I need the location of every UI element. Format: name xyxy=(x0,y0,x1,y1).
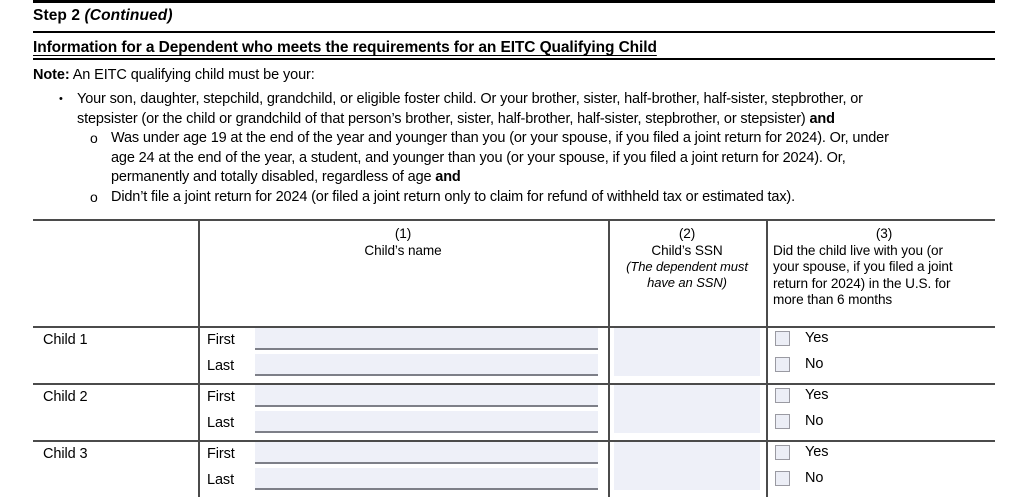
sub1-line2: age 24 at the end of the year, a student, and younger than you (or your spouse, if you filed a joint return for 2024). Or, xyxy=(111,149,846,166)
row-label-child-1: Child 1 xyxy=(43,332,88,348)
last-name-input-child-1[interactable] xyxy=(255,354,598,376)
sub-bullet-2-text: Didn’t file a joint return for 2024 (or filed a joint return only to claim for refund of withheld tax or estimated tax). xyxy=(111,188,795,205)
col1-number: (1) xyxy=(394,226,412,241)
checkbox-yes-label-3: Yes xyxy=(805,444,829,460)
note-label: Note: xyxy=(33,67,70,83)
main-bullet-line1: Your son, daughter, stepchild, grandchild, or eligible foster child. Or your brother, sister, half-brother, half-sister, stepbrother, or xyxy=(77,91,863,107)
checkbox-no-label-1: No xyxy=(805,356,824,372)
table-top-border xyxy=(33,219,995,221)
step-title-continued: (Continued) xyxy=(84,7,173,24)
column-header-lived-with-you xyxy=(773,226,995,309)
sub1-line3: permanently and totally disabled, regardless of age xyxy=(111,169,436,185)
col3-line4: more than 6 months xyxy=(773,292,893,307)
col3-line2: your spouse, if you filed a joint xyxy=(773,259,953,274)
first-name-label-3: First xyxy=(207,446,235,462)
step-title-main: Step 2 xyxy=(33,7,81,24)
col3-line1: Did the child live with you (or xyxy=(773,242,943,258)
main-bullet-line2-bold: and xyxy=(809,110,835,127)
note-text: An EITC qualifying child must be your: xyxy=(69,67,315,83)
list-item-main-bullet xyxy=(59,90,999,129)
checkbox-yes-label-2: Yes xyxy=(805,387,829,403)
last-name-input-child-3[interactable] xyxy=(255,468,598,490)
table-divider-col2-col3 xyxy=(766,219,768,497)
page-title xyxy=(33,7,173,25)
checkbox-no-child-1[interactable] xyxy=(775,357,790,372)
list-item-sub-bullet-2 xyxy=(90,188,999,208)
checkbox-yes-child-3[interactable] xyxy=(775,445,790,460)
col3-line3: return for 2024) in the U.S. for xyxy=(773,275,951,291)
last-name-label-1: Last xyxy=(207,358,235,374)
checkbox-yes-child-2[interactable] xyxy=(775,388,790,403)
section-divider-rule xyxy=(33,58,995,60)
row-label-child-2: Child 2 xyxy=(43,389,88,405)
checkbox-no-child-2[interactable] xyxy=(775,414,790,429)
note-line xyxy=(33,67,315,83)
last-name-label-2: Last xyxy=(207,415,235,431)
sub-bullet-1-text xyxy=(111,129,999,188)
first-name-label-2: First xyxy=(207,389,235,405)
sub-requirements-list xyxy=(90,129,999,207)
sub1-line3-bold: and xyxy=(435,169,461,185)
ssn-input-child-2[interactable] xyxy=(614,385,760,433)
last-name-input-child-2[interactable] xyxy=(255,411,598,433)
main-bullet-line2: stepsister (or the child or grandchild of that person’s brother, sister, half-brother, half-sister, stepbrother, or stepsister) xyxy=(77,110,810,127)
checkbox-yes-child-1[interactable] xyxy=(775,331,790,346)
main-bullet-text xyxy=(77,90,999,129)
bullet-circle-icon: o xyxy=(90,130,98,146)
checkbox-yes-label-1: Yes xyxy=(805,330,829,346)
requirements-list xyxy=(59,90,999,207)
checkbox-no-child-3[interactable] xyxy=(775,471,790,486)
bullet-circle-icon: o xyxy=(90,188,98,205)
bullet-disc-icon: • xyxy=(59,93,63,105)
table-divider-col-label xyxy=(198,219,200,497)
section-heading: Information for a Dependent who meets the requirements for an EITC Qualifying Child xyxy=(33,39,657,56)
column-header-child-ssn xyxy=(608,226,766,291)
first-name-label-1: First xyxy=(207,332,235,348)
row-label-child-3: Child 3 xyxy=(43,446,88,462)
col2-note-line2: have an SSN) xyxy=(647,275,727,290)
col2-title: Child’s SSN xyxy=(651,242,723,258)
first-name-input-child-1[interactable] xyxy=(255,328,598,350)
ssn-input-child-1[interactable] xyxy=(614,328,760,376)
col2-note-line1: (The dependent must xyxy=(626,259,748,274)
ssn-input-child-3[interactable] xyxy=(614,442,760,490)
checkbox-no-label-2: No xyxy=(805,413,824,429)
col1-title: Child’s name xyxy=(364,242,442,258)
top-rule xyxy=(33,0,995,3)
checkbox-no-label-3: No xyxy=(805,470,824,486)
sub1-line1: Was under age 19 at the end of the year and younger than you (or your spouse, if you filed a joint return for 2024). Or, under xyxy=(111,130,889,146)
qualifying-child-table xyxy=(33,219,995,497)
first-name-input-child-2[interactable] xyxy=(255,385,598,407)
step-divider-rule xyxy=(33,31,995,33)
list-item-sub-bullet-1 xyxy=(90,129,999,188)
last-name-label-3: Last xyxy=(207,472,235,488)
column-header-child-name xyxy=(198,226,608,259)
col2-number: (2) xyxy=(678,226,696,241)
col3-number: (3) xyxy=(875,226,893,241)
first-name-input-child-3[interactable] xyxy=(255,442,598,464)
